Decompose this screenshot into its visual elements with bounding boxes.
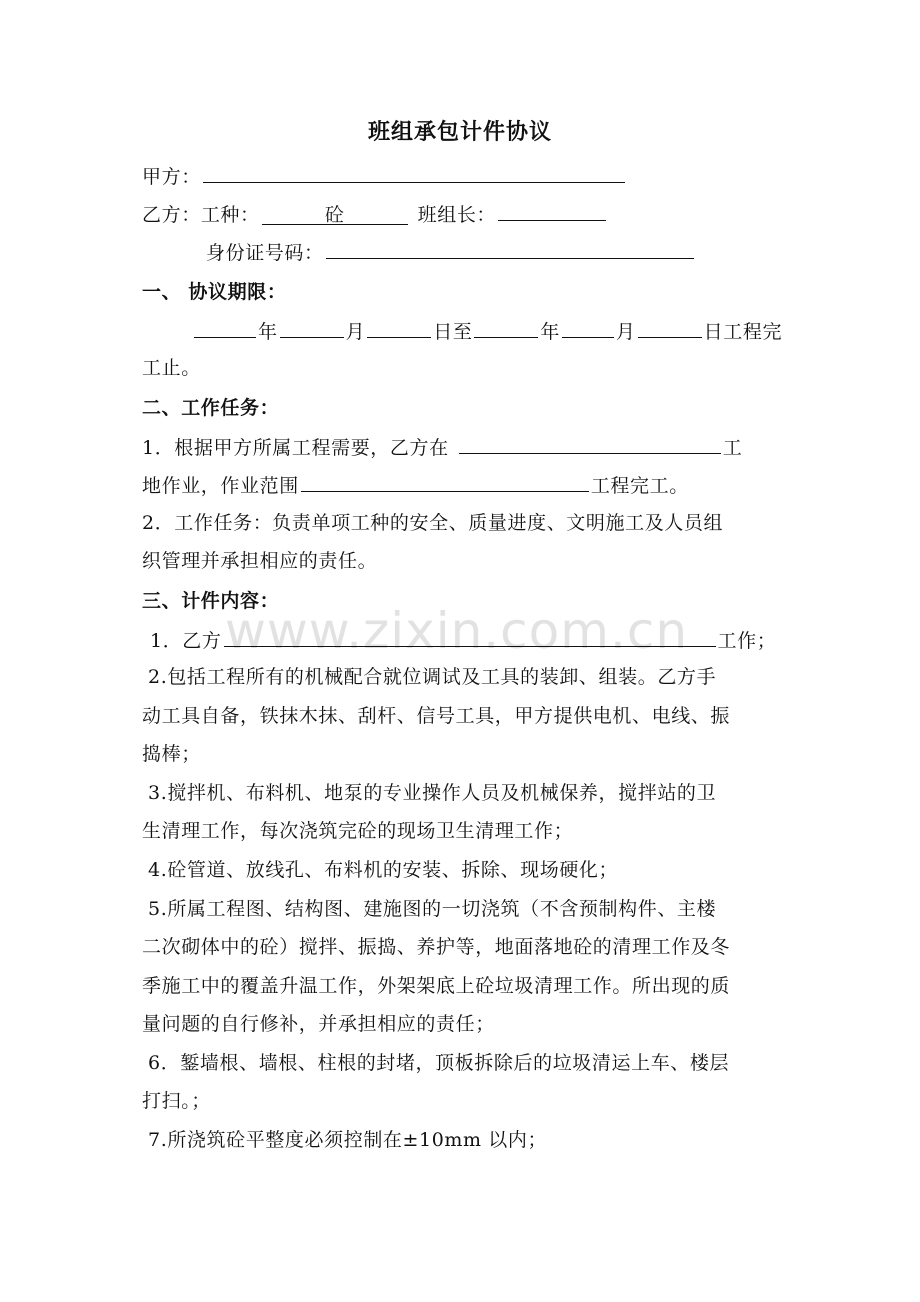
- party-a-label: 甲方：: [142, 166, 201, 188]
- leader-label: 班组长：: [417, 204, 497, 226]
- section2-item2-line1: 2．工作任务：负责单项工种的安全、质量进度、文明施工及人员组: [142, 512, 724, 534]
- date-part: 月: [616, 321, 636, 343]
- section2-item2-line2: 织管理并承担相应的责任。: [142, 550, 378, 572]
- section2-item1-line2: [142, 471, 689, 499]
- end-year-blank: [474, 317, 538, 338]
- section3-item2-line1: 2.包括工程所有的机械配合就位调试及工具的装卸、组装。乙方手: [148, 666, 717, 688]
- start-year-blank: [194, 317, 256, 338]
- section1-cont: 工止。: [142, 357, 201, 379]
- work-blank: [224, 626, 716, 647]
- date-range-line: [192, 317, 782, 345]
- id-line: [206, 238, 696, 266]
- party-a-blank: [203, 162, 625, 183]
- text: 工程完工。: [590, 475, 689, 497]
- section2-item1-line1: [142, 433, 742, 461]
- section3-item3-line2: 生清理工作，每次浇筑完砼的现场卫生清理工作；: [142, 820, 574, 842]
- section3-item5-line3: 季施工中的覆盖升温工作，外架架底上砼垃圾清理工作。所出现的质: [142, 975, 731, 997]
- section2-heading: 二、工作任务：: [142, 397, 280, 419]
- section3-item5-line2: 二次砌体中的砼）搅拌、振捣、养护等，地面落地砼的清理工作及冬: [142, 936, 731, 958]
- start-month-blank: [280, 317, 344, 338]
- section1-heading: 一、 协议期限：: [142, 281, 287, 303]
- end-month-blank: [562, 317, 614, 338]
- section3-item4: 4.砼管道、放线孔、布料机的安装、拆除、现场硬化；: [148, 859, 619, 881]
- date-part: 日工程完: [703, 321, 783, 343]
- text: 1．根据甲方所属工程需要，乙方在: [142, 437, 449, 459]
- section3-item1-line: [150, 626, 776, 654]
- section3-item7: 7.所浇筑砼平整度必须控制在±10mm 以内；: [148, 1129, 548, 1151]
- watermark: www.zixin.com.cn: [225, 602, 689, 660]
- section3-item2-line3: 捣棒；: [142, 743, 201, 765]
- text: 1．乙方: [150, 630, 222, 652]
- date-part: 年: [540, 321, 561, 343]
- date-part: 月: [345, 321, 366, 343]
- party-b-line: [142, 200, 608, 228]
- date-part: 日至: [433, 321, 473, 343]
- trade-value: 砼: [262, 204, 408, 225]
- section3-item5-line1: 5.所属工程图、结构图、建施图的一切浇筑（不含预制构件、主楼: [148, 898, 717, 920]
- party-b-label: 乙方：: [142, 204, 201, 226]
- start-day-blank: [367, 317, 431, 338]
- site-blank: [459, 433, 721, 454]
- end-day-blank: [638, 317, 702, 338]
- scope-blank: [301, 471, 589, 492]
- party-a-line: [142, 162, 627, 190]
- trade-label: 工种：: [200, 204, 260, 226]
- section3-heading: 三、计件内容：: [142, 590, 280, 612]
- leader-blank: [498, 200, 606, 221]
- section3-item2-line2: 动工具自备，铁抹木抹、刮杆、信号工具，甲方提供电机、电线、振: [142, 705, 731, 727]
- id-blank: [326, 238, 694, 259]
- section3-item6-line1: 6．錾墙根、墙根、柱根的封堵，顶板拆除后的垃圾清运上车、楼层: [148, 1052, 730, 1074]
- section3-item5-line4: 量问题的自行修补，并承担相应的责任；: [142, 1013, 495, 1035]
- section3-item3-line1: 3.搅拌机、布料机、地泵的专业操作人员及机械保养，搅拌站的卫: [148, 782, 717, 804]
- text: 地作业，作业范围: [142, 475, 299, 497]
- date-part: 年: [258, 321, 278, 343]
- document-title: 班组承包计件协议: [367, 120, 552, 145]
- id-label: 身份证号码：: [206, 242, 324, 264]
- text: 工: [722, 437, 743, 459]
- text: 工作；: [717, 630, 777, 652]
- section3-item6-line2: 打扫。；: [142, 1090, 211, 1112]
